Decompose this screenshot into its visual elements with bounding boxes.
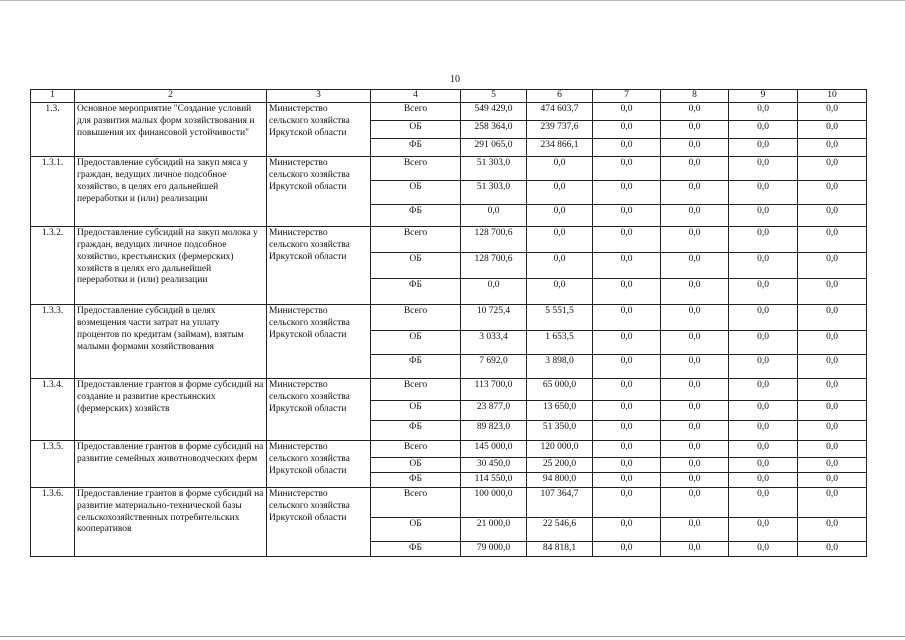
funding-value-v8: 0,0 <box>661 400 729 420</box>
funding-value-v10: 0,0 <box>798 457 867 472</box>
funding-source: Всего <box>371 304 461 330</box>
table-row <box>31 102 867 120</box>
table-row <box>31 156 867 180</box>
item-executor: Министерство сельского хозяйства Иркутской области <box>267 156 371 226</box>
column-header: 5 <box>461 90 527 103</box>
item-executor: Министерство сельского хозяйства Иркутской области <box>267 304 371 378</box>
funding-value-v7: 0,0 <box>593 400 661 420</box>
funding-value-v5: 51 303,0 <box>461 180 527 204</box>
funding-value-v5: 3 033,4 <box>461 330 527 354</box>
funding-value-v8: 0,0 <box>661 278 729 304</box>
funding-value-v9: 0,0 <box>729 226 798 252</box>
funding-value-v6: 0,0 <box>527 226 593 252</box>
funding-source: ФБ <box>371 472 461 487</box>
funding-source: ОБ <box>371 180 461 204</box>
funding-source: Всего <box>371 440 461 457</box>
funding-value-v8: 0,0 <box>661 378 729 400</box>
funding-value-v10: 0,0 <box>798 156 867 180</box>
item-number: 1.3.6. <box>31 487 75 556</box>
funding-value-v5: 291 065,0 <box>461 138 527 156</box>
funding-value-v9: 0,0 <box>729 278 798 304</box>
funding-value-v7: 0,0 <box>593 472 661 487</box>
item-executor: Министерство сельского хозяйства Иркутской области <box>267 102 371 156</box>
funding-source: ОБ <box>371 252 461 278</box>
funding-value-v9: 0,0 <box>729 517 798 541</box>
funding-source: ФБ <box>371 138 461 156</box>
funding-value-v5: 113 700,0 <box>461 378 527 400</box>
funding-value-v5: 79 000,0 <box>461 541 527 556</box>
funding-value-v7: 0,0 <box>593 156 661 180</box>
column-header: 4 <box>371 90 461 103</box>
column-header: 9 <box>729 90 798 103</box>
funding-value-v10: 0,0 <box>798 400 867 420</box>
table-row <box>31 378 867 400</box>
funding-value-v8: 0,0 <box>661 304 729 330</box>
table-row <box>31 304 867 330</box>
item-name: Предоставление грантов в форме субсидий на развитие материально-технической базы сельскохозяйственных потребительских кооперативов <box>75 487 267 556</box>
funding-value-v7: 0,0 <box>593 180 661 204</box>
item-number: 1.3.5. <box>31 440 75 487</box>
funding-value-v9: 0,0 <box>729 457 798 472</box>
funding-value-v9: 0,0 <box>729 541 798 556</box>
funding-value-v7: 0,0 <box>593 226 661 252</box>
funding-value-v5: 21 000,0 <box>461 517 527 541</box>
table-row <box>31 226 867 252</box>
funding-value-v8: 0,0 <box>661 420 729 440</box>
funding-value-v7: 0,0 <box>593 440 661 457</box>
table-row <box>31 440 867 457</box>
item-number: 1.3. <box>31 102 75 156</box>
funding-value-v7: 0,0 <box>593 278 661 304</box>
funding-value-v5: 128 700,6 <box>461 226 527 252</box>
funding-value-v8: 0,0 <box>661 138 729 156</box>
funding-value-v10: 0,0 <box>798 204 867 226</box>
funding-source: ФБ <box>371 204 461 226</box>
funding-value-v5: 128 700,6 <box>461 252 527 278</box>
funding-value-v7: 0,0 <box>593 204 661 226</box>
column-number-row <box>31 90 867 103</box>
funding-source: ОБ <box>371 457 461 472</box>
funding-value-v9: 0,0 <box>729 180 798 204</box>
funding-value-v6: 0,0 <box>527 180 593 204</box>
funding-value-v7: 0,0 <box>593 252 661 278</box>
funding-value-v10: 0,0 <box>798 517 867 541</box>
column-header: 1 <box>31 90 75 103</box>
funding-value-v9: 0,0 <box>729 156 798 180</box>
funding-value-v10: 0,0 <box>798 304 867 330</box>
funding-value-v10: 0,0 <box>798 138 867 156</box>
funding-value-v5: 0,0 <box>461 204 527 226</box>
column-header: 3 <box>267 90 371 103</box>
funding-value-v5: 114 550,0 <box>461 472 527 487</box>
funding-value-v9: 0,0 <box>729 400 798 420</box>
funding-value-v9: 0,0 <box>729 204 798 226</box>
funding-value-v9: 0,0 <box>729 440 798 457</box>
funding-value-v7: 0,0 <box>593 541 661 556</box>
column-header: 2 <box>75 90 267 103</box>
funding-value-v8: 0,0 <box>661 541 729 556</box>
funding-value-v6: 51 350,0 <box>527 420 593 440</box>
funding-value-v5: 30 450,0 <box>461 457 527 472</box>
funding-value-v6: 0,0 <box>527 204 593 226</box>
funding-value-v10: 0,0 <box>798 472 867 487</box>
funding-value-v8: 0,0 <box>661 120 729 138</box>
funding-value-v8: 0,0 <box>661 457 729 472</box>
funding-value-v7: 0,0 <box>593 330 661 354</box>
funding-value-v10: 0,0 <box>798 252 867 278</box>
funding-value-v10: 0,0 <box>798 102 867 120</box>
funding-value-v8: 0,0 <box>661 517 729 541</box>
column-header: 8 <box>661 90 729 103</box>
funding-source: ОБ <box>371 330 461 354</box>
bottom-edge-line <box>0 636 905 637</box>
funding-value-v6: 25 200,0 <box>527 457 593 472</box>
funding-value-v6: 0,0 <box>527 156 593 180</box>
funding-value-v8: 0,0 <box>661 156 729 180</box>
funding-source: Всего <box>371 102 461 120</box>
funding-source: ФБ <box>371 354 461 378</box>
funding-value-v8: 0,0 <box>661 226 729 252</box>
funding-value-v10: 0,0 <box>798 330 867 354</box>
funding-value-v6: 239 737,6 <box>527 120 593 138</box>
funding-source: ФБ <box>371 420 461 440</box>
funding-value-v6: 234 866,1 <box>527 138 593 156</box>
funding-value-v10: 0,0 <box>798 541 867 556</box>
funding-value-v10: 0,0 <box>798 487 867 517</box>
funding-value-v10: 0,0 <box>798 420 867 440</box>
funding-value-v5: 258 364,0 <box>461 120 527 138</box>
funding-value-v7: 0,0 <box>593 354 661 378</box>
funding-value-v8: 0,0 <box>661 487 729 517</box>
funding-value-v8: 0,0 <box>661 354 729 378</box>
funding-source: ФБ <box>371 541 461 556</box>
funding-value-v5: 549 429,0 <box>461 102 527 120</box>
funding-value-v6: 0,0 <box>527 278 593 304</box>
funding-source: Всего <box>371 378 461 400</box>
funding-value-v9: 0,0 <box>729 330 798 354</box>
funding-value-v9: 0,0 <box>729 138 798 156</box>
funding-value-v8: 0,0 <box>661 472 729 487</box>
funding-value-v8: 0,0 <box>661 330 729 354</box>
page-number: 10 <box>450 74 460 85</box>
funding-source: ОБ <box>371 517 461 541</box>
funding-value-v8: 0,0 <box>661 440 729 457</box>
funding-value-v7: 0,0 <box>593 487 661 517</box>
funding-source: Всего <box>371 487 461 517</box>
funding-value-v6: 84 818,1 <box>527 541 593 556</box>
funding-value-v7: 0,0 <box>593 304 661 330</box>
item-executor: Министерство сельского хозяйства Иркутской области <box>267 440 371 487</box>
budget-table <box>30 89 867 557</box>
funding-value-v9: 0,0 <box>729 354 798 378</box>
funding-value-v9: 0,0 <box>729 472 798 487</box>
funding-value-v5: 100 000,0 <box>461 487 527 517</box>
funding-value-v5: 10 725,4 <box>461 304 527 330</box>
funding-source: ОБ <box>371 400 461 420</box>
funding-value-v6: 13 650,0 <box>527 400 593 420</box>
item-name: Предоставление субсидий на закуп молока у граждан, ведущих личное подсобное хозяйство, крестьянских (фермерских) хозяйств в целях его дальнейшей переработки и (или) реализации <box>75 226 267 304</box>
funding-source: ФБ <box>371 278 461 304</box>
item-name: Предоставление грантов в форме субсидий на создание и развитие крестьянских (фермерских) хозяйств <box>75 378 267 440</box>
funding-value-v7: 0,0 <box>593 457 661 472</box>
funding-value-v6: 94 800,0 <box>527 472 593 487</box>
funding-value-v5: 23 877,0 <box>461 400 527 420</box>
funding-value-v9: 0,0 <box>729 304 798 330</box>
funding-value-v6: 107 364,7 <box>527 487 593 517</box>
column-header: 7 <box>593 90 661 103</box>
funding-value-v5: 7 692,0 <box>461 354 527 378</box>
funding-value-v9: 0,0 <box>729 120 798 138</box>
funding-value-v6: 65 000,0 <box>527 378 593 400</box>
funding-value-v5: 89 823,0 <box>461 420 527 440</box>
item-number: 1.3.3. <box>31 304 75 378</box>
funding-value-v10: 0,0 <box>798 378 867 400</box>
funding-value-v10: 0,0 <box>798 120 867 138</box>
column-header: 10 <box>798 90 867 103</box>
table-row <box>31 487 867 517</box>
item-number: 1.3.2. <box>31 226 75 304</box>
funding-value-v7: 0,0 <box>593 120 661 138</box>
funding-source: ОБ <box>371 120 461 138</box>
funding-value-v8: 0,0 <box>661 180 729 204</box>
funding-source: Всего <box>371 156 461 180</box>
item-number: 1.3.1. <box>31 156 75 226</box>
funding-value-v6: 474 603,7 <box>527 102 593 120</box>
funding-value-v9: 0,0 <box>729 102 798 120</box>
funding-value-v10: 0,0 <box>798 440 867 457</box>
funding-value-v7: 0,0 <box>593 517 661 541</box>
funding-value-v10: 0,0 <box>798 278 867 304</box>
funding-value-v10: 0,0 <box>798 226 867 252</box>
funding-value-v6: 3 898,0 <box>527 354 593 378</box>
funding-value-v6: 0,0 <box>527 252 593 278</box>
funding-value-v5: 51 303,0 <box>461 156 527 180</box>
funding-value-v8: 0,0 <box>661 102 729 120</box>
funding-value-v7: 0,0 <box>593 102 661 120</box>
item-name: Предоставление субсидий на закуп мяса у граждан, ведущих личное подсобное хозяйство, в целях его дальнейшей переработки и (или) реализации <box>75 156 267 226</box>
funding-value-v6: 1 653,5 <box>527 330 593 354</box>
funding-value-v9: 0,0 <box>729 378 798 400</box>
top-edge-line <box>0 0 905 4</box>
funding-value-v7: 0,0 <box>593 420 661 440</box>
funding-value-v6: 120 000,0 <box>527 440 593 457</box>
funding-value-v5: 0,0 <box>461 278 527 304</box>
funding-value-v8: 0,0 <box>661 204 729 226</box>
funding-value-v6: 22 546,6 <box>527 517 593 541</box>
item-name: Предоставление грантов в форме субсидий на развитие семейных животноводческих ферм <box>75 440 267 487</box>
item-name: Предоставление субсидий в целях возмещения части затрат на уплату процентов по кредитам (займам), взятым малыми формами хозяйствования <box>75 304 267 378</box>
funding-source: Всего <box>371 226 461 252</box>
funding-value-v7: 0,0 <box>593 378 661 400</box>
item-number: 1.3.4. <box>31 378 75 440</box>
item-executor: Министерство сельского хозяйства Иркутской области <box>267 487 371 556</box>
item-executor: Министерство сельского хозяйства Иркутской области <box>267 226 371 304</box>
funding-value-v6: 5 551,5 <box>527 304 593 330</box>
funding-value-v9: 0,0 <box>729 252 798 278</box>
item-name: Основное мероприятие "Создание условий для развития малых форм хозяйствования и повышения их финансовой устойчивости" <box>75 102 267 156</box>
funding-value-v10: 0,0 <box>798 180 867 204</box>
funding-value-v7: 0,0 <box>593 138 661 156</box>
funding-value-v5: 145 000,0 <box>461 440 527 457</box>
funding-value-v9: 0,0 <box>729 420 798 440</box>
funding-value-v8: 0,0 <box>661 252 729 278</box>
item-executor: Министерство сельского хозяйства Иркутской области <box>267 378 371 440</box>
funding-value-v10: 0,0 <box>798 354 867 378</box>
column-header: 6 <box>527 90 593 103</box>
funding-value-v9: 0,0 <box>729 487 798 517</box>
